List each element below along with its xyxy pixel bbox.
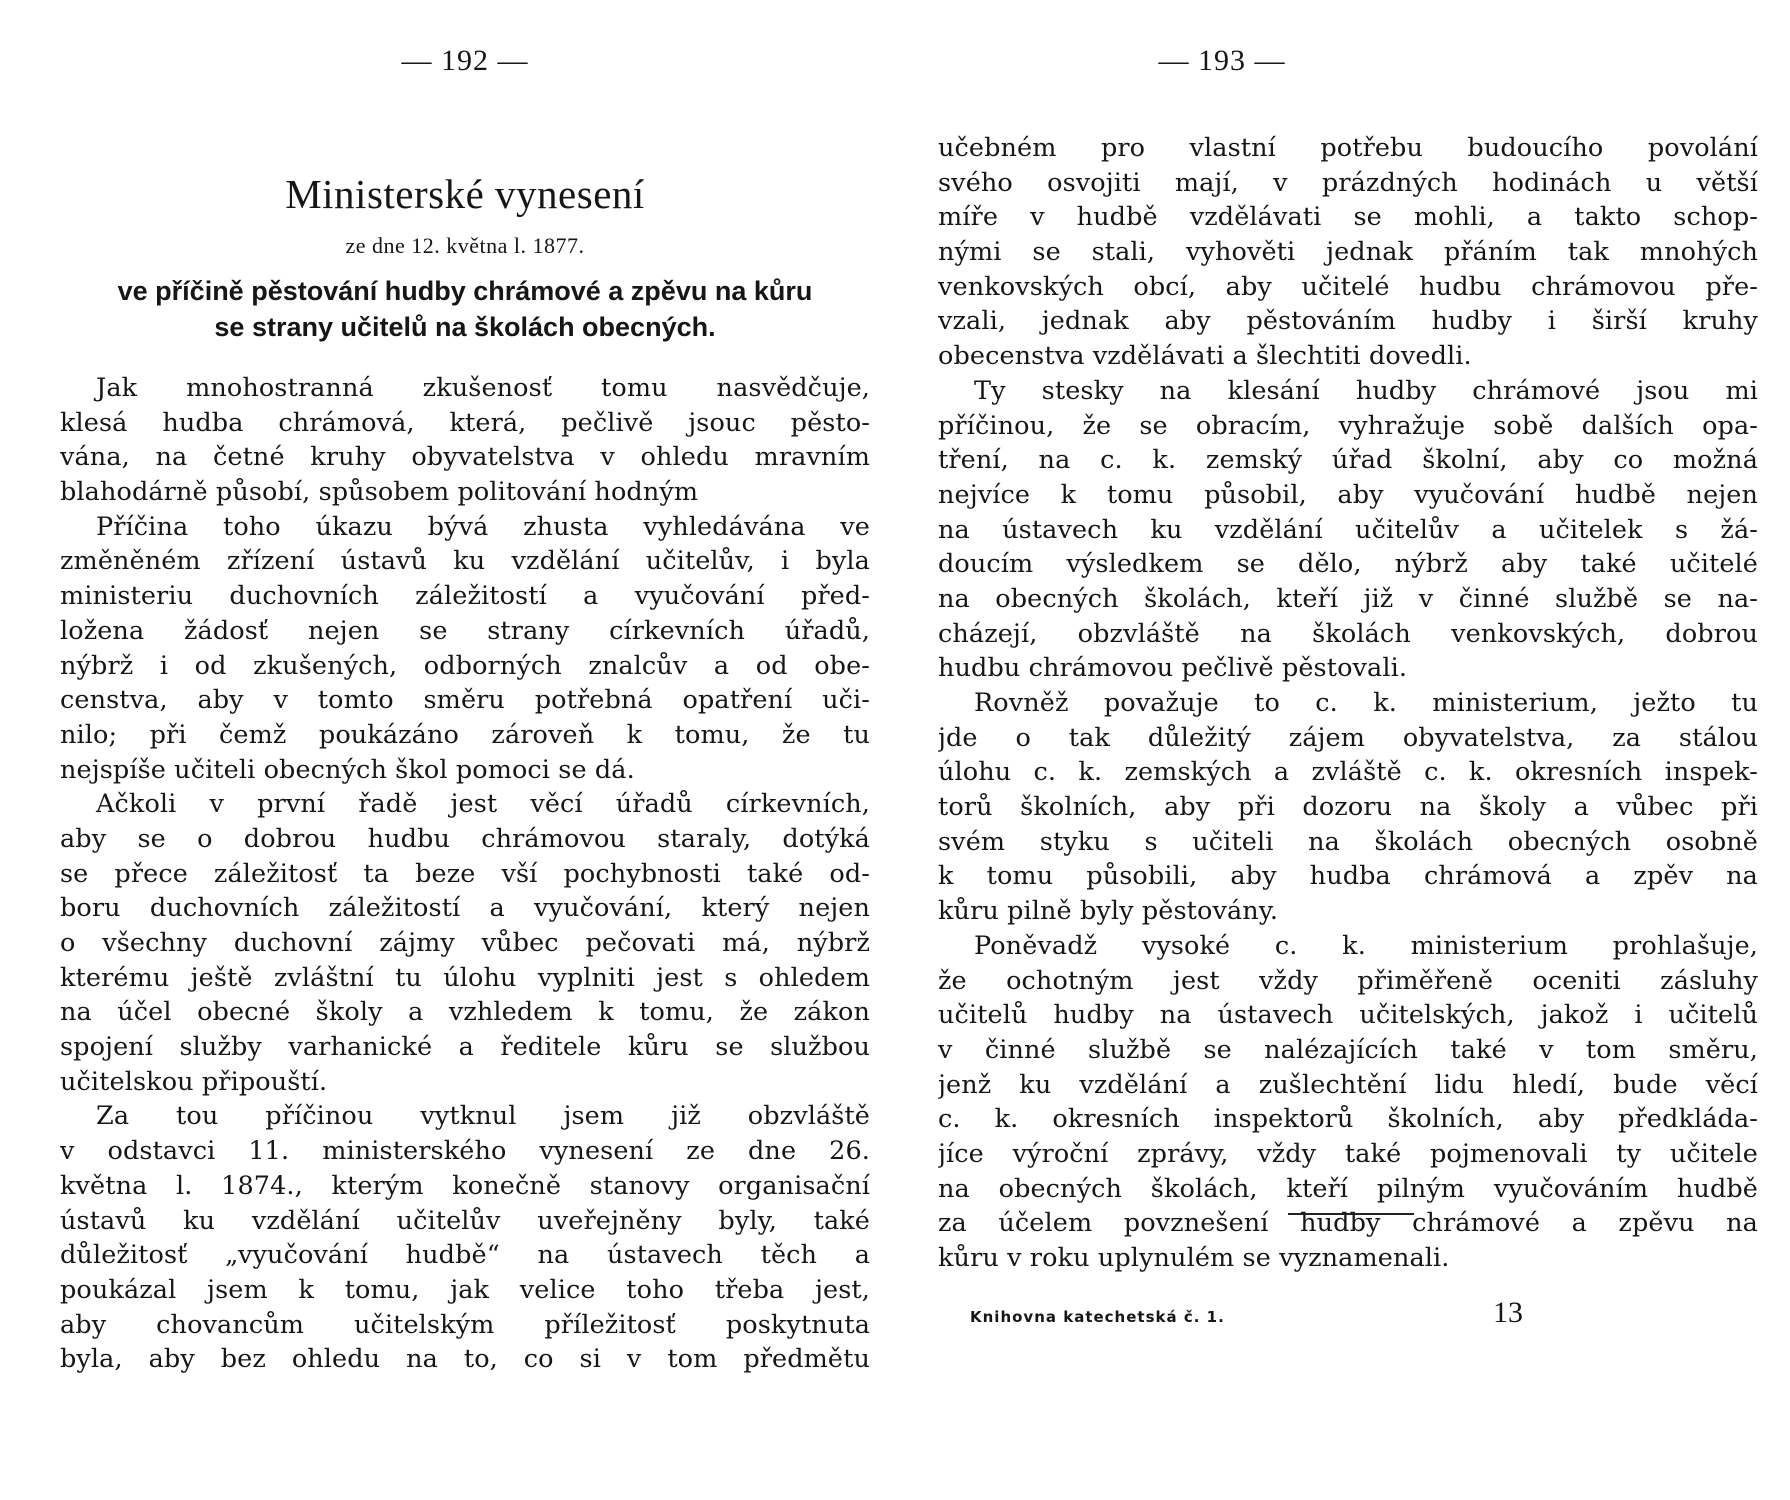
text-line: jde o tak důležitý zájem obyvatelstva, za stálou	[938, 722, 1758, 753]
text-line: na obecných školách, kteří již v činné službě se na-	[938, 583, 1758, 614]
section-divider	[1288, 1213, 1414, 1215]
text-line: blahodárně působí, spůsobem politování hodným	[60, 477, 699, 508]
document-heading	[60, 273, 870, 345]
text-line: vzali, jednak aby pěstováním hudby i širší kruhy	[938, 306, 1758, 337]
text-line: nilo; při čemž poukázáno zároveň k tomu, že tu	[60, 719, 870, 750]
text-line: torů školních, aby při dozoru na školy a vůbec při	[938, 792, 1758, 823]
text-line: doucím výsledkem se dělo, nýbrž aby také učitelé	[938, 549, 1758, 580]
text-line: c. k. okresních inspektorů školních, aby předkláda-	[938, 1104, 1758, 1135]
text-line: kůru v roku uplynulém se vyznamenali.	[938, 1243, 1450, 1273]
text-line: nými se stali, vyhověti jednak přáním tak mnohých	[938, 237, 1758, 268]
text-line: úlohu c. k. zemských a zvláště c. k. okresních inspek-	[938, 757, 1758, 788]
text-line: míře v hudbě vzdělávati se mohli, a takto schop-	[938, 202, 1758, 233]
text-line: za účelem povznešení hudby chrámové a zpěvu na	[938, 1208, 1758, 1239]
page-number: — 193 —	[1158, 44, 1286, 77]
text-line: nýbrž i od zkušených, odborných znalcův a od obe-	[60, 650, 870, 681]
page-number: — 192 —	[401, 44, 529, 77]
text-line: byla, aby bez ohledu na to, co si v tom předmětu	[60, 1344, 870, 1375]
text-line: Poněvadž vysoké c. k. ministerium prohlašuje,	[974, 930, 1758, 961]
text-line: klesá hudba chrámová, která, pečlivě jsouc pěsto-	[60, 407, 870, 438]
text-line: že ochotným jest vždy přiměřeně oceniti zásluhy	[938, 965, 1758, 996]
text-line: kůru pilně byly pěstovány.	[938, 896, 1279, 927]
text-line: kterému ještě zvláštní tu úlohu vyplniti jest s ohledem	[60, 962, 870, 993]
text-line: obecenstva vzdělávati a šlechtiti dovedli.	[938, 341, 1472, 372]
text-line: poukázal jsem k tomu, jak velice toho třeba jest,	[60, 1274, 870, 1305]
text-line: o všechny duchovní zájmy vůbec pečovati má, nýbrž	[60, 928, 870, 958]
text-line: svém styku s učiteli na školách obecných osobně	[938, 826, 1758, 857]
body-text	[60, 371, 870, 1377]
text-line: se přece záležitosť ta beze vší pochybnosti také od-	[60, 858, 870, 889]
text-line: nejvíce k tomu působil, aby vyučování hudbě nejen	[938, 479, 1758, 510]
text-line: jíce výroční zprávy, vždy také pojmenovali ty učitele	[938, 1138, 1758, 1169]
text-line: hudbu chrámovou pečlivě pěstovali.	[938, 653, 1408, 684]
text-line: aby chovancům učitelským příležitosť poskytnuta	[60, 1309, 870, 1340]
text-line: Ačkoli v první řadě jest věcí úřadů církevních,	[96, 789, 870, 820]
text-line: na účel obecné školy a vzhledem k tomu, že zákon	[60, 997, 870, 1028]
text-line: boru duchovních záležitostí a vyučování, který nejen	[60, 893, 870, 924]
text-line: svého osvojiti mají, v prázdných hodinách u větší	[938, 167, 1758, 198]
text-line: Jak mnohostranná zkušenosť tomu nasvědčuje,	[96, 373, 870, 403]
text-line: učitelů hudby na ústavech učitelských, jakož i učitelů	[938, 1000, 1758, 1031]
text-line: změněném zřízení ústavů ku vzdělání učitelův, i byla	[60, 546, 870, 577]
text-line: května l. 1874., kterým konečně stanovy organisační	[60, 1170, 870, 1201]
document-title: Ministerské vynesení	[285, 171, 645, 217]
text-line: tření, na c. k. zemský úřad školní, aby co možná	[938, 445, 1758, 476]
text-line: Ty stesky na klesání hudby chrámové jsou mi	[974, 375, 1758, 406]
text-line: Rovněž považuje to c. k. ministerium, ježto tu	[974, 688, 1758, 718]
body-text	[938, 131, 1758, 1276]
text-line: Příčina toho úkazu bývá zhusta vyhledávána ve	[96, 511, 870, 542]
text-line: v odstavci 11. ministerského vynesení ze dne 26.	[60, 1136, 870, 1167]
text-line: nejspíše učiteli obecných škol pomoci se dá.	[60, 754, 635, 785]
text-line: ústavů ku vzdělání učitelův uveřejněny byly, také	[60, 1205, 870, 1236]
right-page	[938, 0, 1758, 1500]
text-line: spojení služby varhanické a ředitele kůru se službou	[60, 1032, 870, 1063]
left-page	[60, 0, 870, 1500]
text-line: na obecných školách, kteří pilným vyučováním hudbě	[938, 1173, 1758, 1204]
text-line: učitelskou připouští.	[60, 1066, 328, 1097]
text-line: k tomu působili, aby hudba chrámová a zpěv na	[938, 861, 1758, 892]
text-line: venkovských obcí, aby učitelé hudbu chrámovou pře-	[938, 271, 1758, 302]
text-line: censtva, aby v tomto směru potřebná opatření uči-	[60, 685, 870, 716]
text-line: na ústavech ku vzdělání učitelův a učitelek s žá-	[938, 514, 1758, 545]
text-line: učebném pro vlastní potřebu budoucího povolání	[938, 133, 1758, 163]
document-date: ze dne 12. května l. 1877.	[345, 233, 585, 258]
signature-number: 13	[1493, 1296, 1523, 1329]
text-line: důležitosť „vyučování hudbě“ na ústavech těch a	[60, 1240, 870, 1271]
text-line: vána, na četné kruhy obyvatelstva v ohledu mravním	[60, 442, 870, 473]
text-line: ložena žádosť nejen se strany církevních úřadů,	[60, 615, 870, 646]
text-line: v činné službě se nalézajících také v tom směru,	[938, 1034, 1758, 1065]
text-line: jenž ku vzdělání a zušlechtění lidu hledí, bude věcí	[938, 1069, 1758, 1100]
heading-line: se strany učitelů na školách obecných.	[214, 312, 716, 342]
footer-signature: Knihovna katechetská č. 1.	[970, 1308, 1225, 1326]
text-line: Za tou příčinou vytknul jsem již obzvláště	[96, 1101, 870, 1132]
text-line: příčinou, že se obracím, vyhražuje sobě dalších opa-	[938, 410, 1758, 441]
text-line: ministeriu duchovních záležitostí a vyučování před-	[60, 581, 870, 612]
text-line: cházejí, obzvláště na školách venkovských, dobrou	[938, 618, 1758, 649]
text-line: aby se o dobrou hudbu chrámovou staraly, dotýká	[60, 823, 870, 854]
heading-line: ve příčině pěstování hudby chrámové a zpěvu na kůru	[117, 276, 813, 306]
